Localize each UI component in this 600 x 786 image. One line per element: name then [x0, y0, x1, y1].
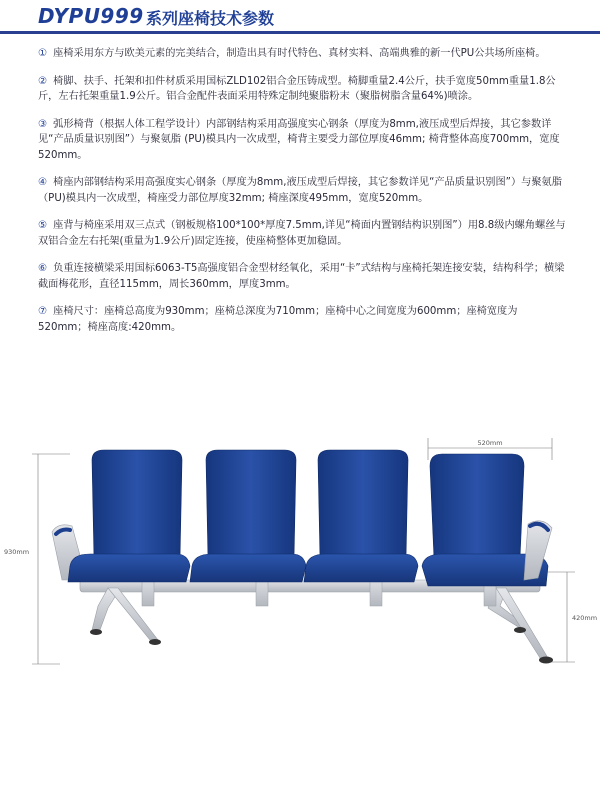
width-label: 520mm	[477, 439, 503, 447]
chair-back-2	[206, 450, 296, 558]
spec-text: 椅座内部钢结构采用高强度实心钢条（厚度为8mm,液压成型后焊接，其它参数详见“产品质量识别图”）与聚氨脂（PU)模具内一次成型，椅座受力部位厚度32mm; 椅座深度495mm，宽度520mm。	[38, 177, 562, 204]
seat-height-label: 420mm	[572, 614, 598, 622]
spec-text: 座椅尺寸：座椅总高度为930mm；座椅总深度为710mm；座椅中心之间宽度为600mm；座椅宽度为520mm；椅座高度:420mm。	[38, 306, 518, 333]
header-rule	[0, 31, 600, 34]
chair-back-4	[430, 454, 524, 558]
spec-item-1	[38, 46, 566, 62]
spec-item-7	[38, 304, 566, 335]
spec-number: ⑥	[38, 263, 48, 274]
spec-text: 弧形椅背（根据人体工程学设计）内部钢结构采用高强度实心钢条（厚度为8mm,液压成型后焊接，其它参数详见“产品质量识别图”）与聚氨脂 (PU)模具内一次成型，椅背主要受力部位厚度46mm; 椅背整体高度700mm，宽度520mm。	[38, 118, 560, 161]
spec-text: 负重连接横梁采用国标6063-T5高强度铝合金型材经氧化，采用“卡”式结构与座椅托架连接安装，结构科学；横梁截面梅花形，直径115mm，周长360mm，厚度3mm。	[38, 263, 565, 290]
header	[0, 0, 600, 36]
spec-list	[38, 46, 566, 347]
chair-back-3	[318, 450, 408, 558]
spec-number: ⑦	[38, 306, 48, 317]
chair-backs	[92, 450, 524, 558]
spec-number: ①	[38, 48, 48, 59]
spec-item-6	[38, 261, 566, 292]
spec-number: ⑤	[38, 220, 48, 231]
spec-item-2	[38, 74, 566, 105]
chair-seats	[68, 554, 548, 586]
right-armrest	[524, 521, 552, 580]
chair-seat-1	[68, 554, 190, 582]
spec-item-4	[38, 175, 566, 206]
spec-text: 座椅采用东方与欧美元素的完美结合，制造出具有时代特色、真材实料、高端典雅的新一代PU公共场所座椅。	[53, 48, 546, 59]
seat-height-dimension	[545, 572, 597, 662]
right-leg	[488, 588, 553, 664]
page-title: 系列座椅技术参数	[146, 9, 275, 28]
chair-illustration	[0, 430, 600, 680]
chair-figure	[0, 430, 600, 680]
spec-number: ④	[38, 177, 48, 188]
model-number: DYPU999	[38, 4, 144, 28]
spec-item-5	[38, 218, 566, 249]
spec-number: ②	[38, 75, 48, 87]
height-label: 930mm	[4, 548, 30, 556]
spec-text: 座背与椅座采用双三点式（钢板规格100*100*厚度7.5mm,详见“椅面内置钢结构识别图”）用8.8级内螺角螺丝与双铝合金左右托架(重量为1.9公斤)固定连接，使座椅整体更加稳固。	[38, 220, 566, 247]
spec-text: 椅脚、扶手、托架和扣件材质采用国标ZLD102铝合金压铸成型。椅脚重量2.4公斤，扶手宽度50mm重量1.8公斤，左右托架重量1.9公斤。铝合金配件表面采用特殊定制纯聚脂粉末（聚脂树脂含量64%)喷涂。	[38, 75, 556, 102]
chair-seat-3	[304, 554, 418, 582]
spec-item-3	[38, 117, 566, 164]
chair-back-1	[92, 450, 182, 558]
spec-number: ③	[38, 118, 48, 130]
chair-seat-2	[190, 554, 306, 582]
